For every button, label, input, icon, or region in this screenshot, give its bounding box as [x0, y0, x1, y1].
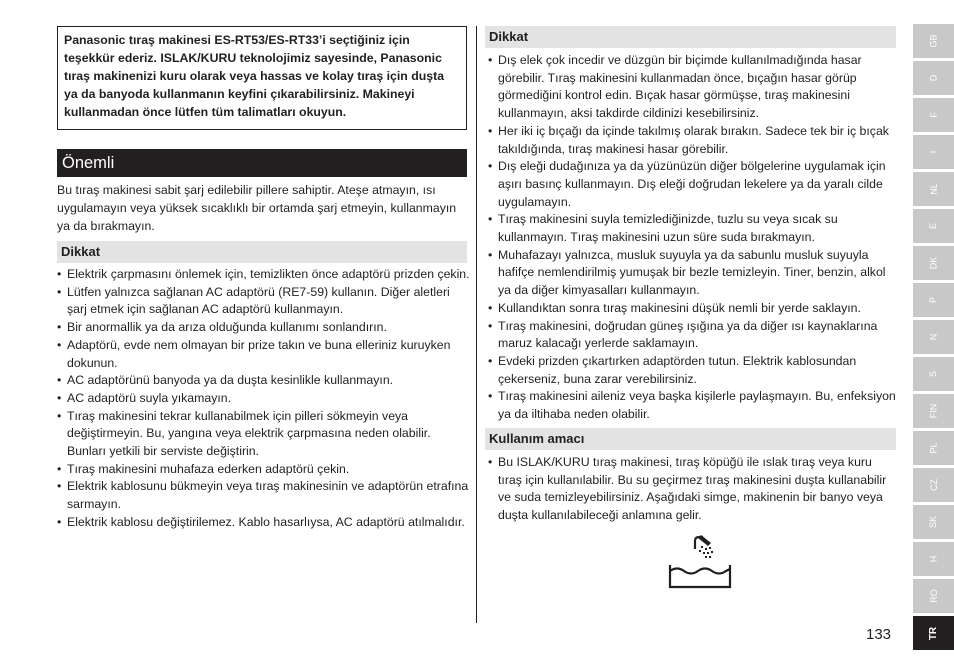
language-tab-label: TR: [928, 626, 939, 640]
section-title-important: Önemli: [57, 149, 467, 177]
language-tab-e[interactable]: [913, 209, 954, 243]
language-tab-label: H: [928, 555, 939, 563]
caution-left-item: • AC adaptörü suyla yıkamayın.: [57, 390, 471, 408]
language-tab-label: DK: [928, 256, 939, 270]
caution-right-item: • Her iki iç bıçağı da içinde takılmış olarak bırakın. Sadece tek bir iç bıçak takıldığında, tıraş makinesi hasar görebilir.: [488, 123, 898, 158]
language-tab-h[interactable]: [913, 542, 954, 576]
language-tab-pl[interactable]: [913, 431, 954, 465]
language-tab-dk[interactable]: [913, 246, 954, 280]
caution-left-item: • Bir anormallik ya da arıza olduğunda kullanımı sonlandırın.: [57, 319, 471, 337]
language-tab-i[interactable]: [913, 135, 954, 169]
caution-right-item: • Kullandıktan sonra tıraş makinesini düşük nemli bir yerde saklayın.: [488, 300, 898, 318]
language-tab-label: FIN: [928, 403, 939, 419]
language-tab-label: S: [928, 370, 939, 378]
language-tab-label: I: [928, 150, 939, 154]
language-tab-label: E: [928, 222, 939, 230]
caution-left-item: • Elektrik kablosu değiştirilemez. Kablo hasarlıysa, AC adaptörü atılmalıdır.: [57, 514, 471, 532]
language-tab-label: PL: [928, 442, 939, 454]
subheading-caution-left: Dikkat: [57, 241, 467, 263]
language-tab-tr[interactable]: [913, 616, 954, 650]
language-tab-label: F: [928, 112, 939, 118]
caution-left-item: • Tıraş makinesini tekrar kullanabilmek için pilleri sökmeyin veya değiştirmeyin. Bu, yangına veya elektrik çarpmasına neden olabilir. Bunları yetkili bir serviste değiştirin.: [57, 408, 471, 461]
important-paragraph: Bu tıraş makinesi sabit şarj edilebilir pillere sahiptir. Ateşe atmayın, ısı uygulamayın veya yüksek sıcaklıklı bir ortamda şarj etmeyin, kullanmayın ya da bırakmayın.: [57, 183, 457, 233]
caution-left-item: • Elektrik kablosunu bükmeyin veya tıraş makinesinin ve adaptörün etrafına sarmayın.: [57, 478, 471, 513]
language-tab-d[interactable]: [913, 61, 954, 95]
intro-text: Panasonic tıraş makinesi ES-RT53/ES-RT33’i seçtiğiniz için teşekkür ederiz. ISLAK/KURU teknolojimiz sayesinde, Panasonic tıraş makinenizi kuru olarak veya hassas ve kolay tıraş için duşta ya da banyoda kullanmanın keyfini çıkarabilirsiniz. Makineyi kullanmadan önce lütfen tüm talimatları okuyun.: [64, 33, 445, 120]
caution-left-item: • Adaptörü, evde nem olmayan bir prize takın ve buna elleriniz kuruyken dokunun.: [57, 337, 471, 372]
language-tab-n[interactable]: [913, 320, 954, 354]
usage-item: • Bu ISLAK/KURU tıraş makinesi, tıraş köpüğü ile ıslak tıraş veya kuru tıraş için kullanılabilir. Bu su geçirmez tıraş makinesini duşta kullanabilir ve suda temizleyebilirsiniz. Aşağıdaki simge, makinenin bir banyo veya duşta kullanılabileceği anlamına gelir.: [488, 454, 898, 525]
caution-right-list: [488, 52, 898, 424]
subheading-usage: Kullanım amacı: [485, 428, 896, 450]
language-tab-label: P: [928, 296, 939, 304]
language-tab-cz[interactable]: [913, 468, 954, 502]
caution-left-item: • Tıraş makinesini muhafaza ederken adaptörü çekin.: [57, 461, 471, 479]
caution-left-item: • AC adaptörünü banyoda ya da duşta kesinlikle kullanmayın.: [57, 372, 471, 390]
language-tab-label: NL: [928, 183, 939, 195]
language-tab-p[interactable]: [913, 283, 954, 317]
language-tab-gb[interactable]: [913, 24, 954, 58]
usage-list: [488, 454, 898, 525]
language-tab-label: RO: [928, 589, 939, 603]
language-tab-label: N: [928, 333, 939, 341]
language-tab-label: D: [928, 74, 939, 82]
language-tab-ro[interactable]: [913, 579, 954, 613]
language-tab-label: CZ: [928, 479, 939, 491]
caution-right-item: • Dış elek çok incedir ve düzgün bir biçimde kullanılmadığında hasar görebilir. Tıraş makinesini kullanmadan önce, bıçağın hasar görüp görmediğini kontrol edin. Bıçak hasar görmüşse, tıraş makinesini kullanmayın, aksi takdirde cildinizi kesebilirsiniz.: [488, 52, 898, 123]
language-tab-s[interactable]: [913, 357, 954, 391]
shower-bath-icon: [665, 535, 735, 591]
language-tab-fin[interactable]: [913, 394, 954, 428]
page-number: 133: [866, 626, 892, 643]
caution-right-item: • Tıraş makinesini aileniz veya başka kişilerle paylaşmayın. Bu, enfeksiyon ya da iltihaba neden olabilir.: [488, 388, 898, 423]
caution-left-item: • Lütfen yalnızca sağlanan AC adaptörü (RE7-59) kullanın. Diğer aletleri şarj etmek için sağlanan AC adaptörü kullanmayın.: [57, 284, 471, 319]
caution-right-item: • Muhafazayı yalnızca, musluk suyuyla ya da sabunlu musluk suyuyla hafifçe nemlendirilmiş yumuşak bir bezle temizleyin. Tiner, benzin, alkol ya da diğer kimyasalları kullanmayın.: [488, 247, 898, 300]
language-tab-nl[interactable]: [913, 172, 954, 206]
language-tab-f[interactable]: [913, 98, 954, 132]
language-tab-label: SK: [928, 515, 939, 529]
intro-box: [57, 26, 467, 130]
subheading-caution-right: Dikkat: [485, 26, 896, 48]
caution-right-item: • Evdeki prizden çıkartırken adaptörden tutun. Elektrik kablosundan çekerseniz, buna zarar verebilirsiniz.: [488, 353, 898, 388]
language-tab-sk[interactable]: [913, 505, 954, 539]
caution-right-item: • Tıraş makinesini suyla temizlediğinizde, tuzlu su veya sıcak su kullanmayın. Tıraş makinesini uzun süre suda bırakmayın.: [488, 211, 898, 246]
caution-left-list: [57, 266, 471, 532]
caution-right-item: • Dış eleği dudağınıza ya da yüzünüzün diğer bölgelerine uygulamak için aşırı basınç kullanmayın. Dış eleği doğrudan lekelere ya da yaralı cilde uygulamayın.: [488, 158, 898, 211]
column-divider: [476, 26, 477, 623]
caution-right-item: • Tıraş makinesini, doğrudan güneş ışığına ya da diğer ısı kaynaklarına maruz kalacağı yerlerde saklamayın.: [488, 318, 898, 353]
caution-left-item: • Elektrik çarpmasını önlemek için, temizlikten önce adaptörü prizden çekin.: [57, 266, 471, 284]
language-tab-label: GB: [928, 34, 939, 48]
